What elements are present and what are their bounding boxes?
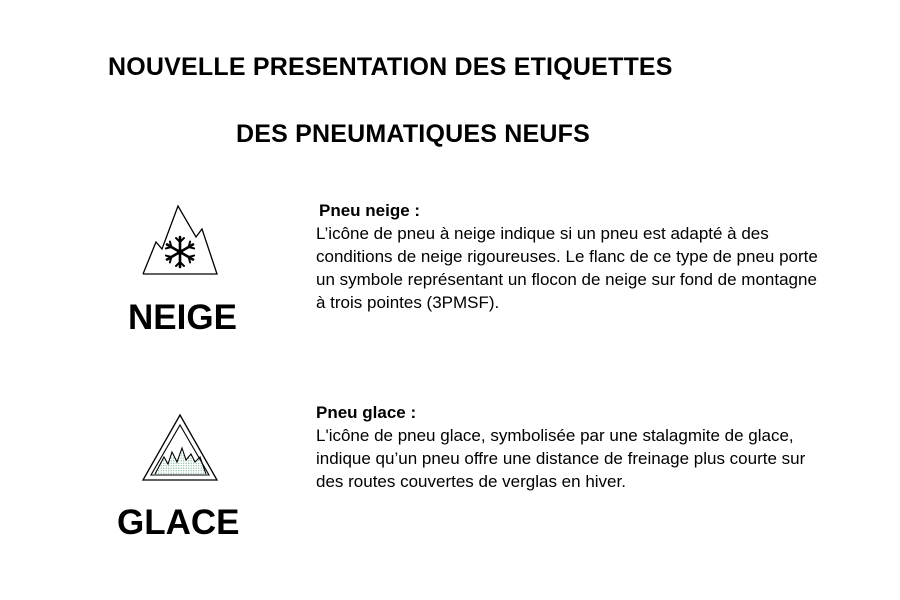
ice-tire-heading: Pneu glace : — [316, 403, 417, 422]
neige-label: NEIGE — [128, 298, 237, 337]
snow-tire-text: L’icône de pneu à neige indique si un pneu est adapté à des conditions de neige rigoureuses. Le flanc de ce type de pneu porte un symbole représentant un flocon de neige sur fond de montagne à trois pointes (3PMSF). — [316, 224, 818, 312]
glace-label: GLACE — [117, 503, 240, 542]
snow-tire-description — [316, 199, 826, 314]
ice-tire-text: L'icône de pneu glace, symbolisée par une stalagmite de glace, indique qu’un pneu offre une distance de freinage plus courte sur des routes couvertes de verglas en hiver. — [316, 426, 806, 491]
snowflake-mountain-icon — [140, 203, 220, 279]
ice-tire-description — [316, 401, 826, 493]
snow-tire-heading: Pneu neige : — [319, 201, 421, 220]
ice-stalagmite-icon — [140, 412, 220, 484]
page-title-line-1: NOUVELLE PRESENTATION DES ETIQUETTES — [108, 53, 673, 81]
page-title-line-2: DES PNEUMATIQUES NEUFS — [236, 120, 590, 148]
